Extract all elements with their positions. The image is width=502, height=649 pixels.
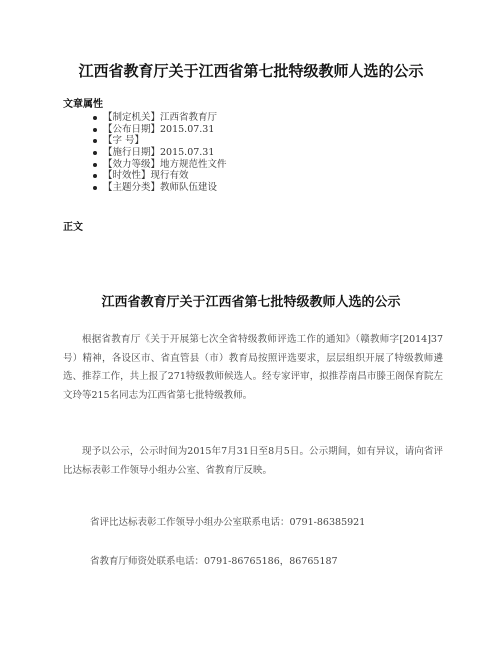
contact-office-phone: 省评比达标表彰工作领导小组办公室联系电话：0791-86385921: [90, 517, 366, 528]
paragraph-1: 根据省教育厅《关于开展第七次全省特级教师评选工作的通知》（赣教师字[2014]37号）精神，各设区市、省直管县（市）教育局按照评选要求，层层组织开展了特级教师遴选、推荐工作，共上报了271特级教师候选人。经专家评审，拟推荐南昌市滕王阁保育院左文玲等215名同志为江西省第七批特级教师。: [63, 334, 443, 401]
attribute-publish-date: 【公布日期】2015.07.31: [93, 124, 227, 136]
attribute-subject: 【主题分类】教师队伍建设: [93, 182, 227, 194]
attribute-document-number: 【字 号】: [93, 135, 227, 147]
contact-teacher-dept-phone: 省教育厅师资处联系电话：0791-86765186，86765187: [90, 556, 338, 567]
body-heading: 正文: [63, 222, 83, 233]
attribute-effect-level: 【效力等级】地方规范性文件: [93, 159, 227, 171]
article-title: 江西省教育厅关于江西省第七批特级教师人选的公示: [101, 295, 401, 310]
attributes-heading: 文章属性: [63, 99, 103, 110]
paragraph-2: 现予以公示，公示时间为2015年7月31日至8月5日。公示期间，如有异议，请向省评比达标表彰工作领导小组办公室、省教育厅反映。: [63, 446, 443, 476]
attribute-issuing-authority: 【制定机关】江西省教育厅: [93, 112, 227, 124]
attributes-list: [93, 112, 227, 194]
attribute-effective-date: 【施行日期】2015.07.31: [93, 147, 227, 159]
attribute-validity: 【时效性】现行有效: [93, 170, 227, 182]
document-title: 江西省教育厅关于江西省第七批特级教师人选的公示: [78, 62, 424, 80]
